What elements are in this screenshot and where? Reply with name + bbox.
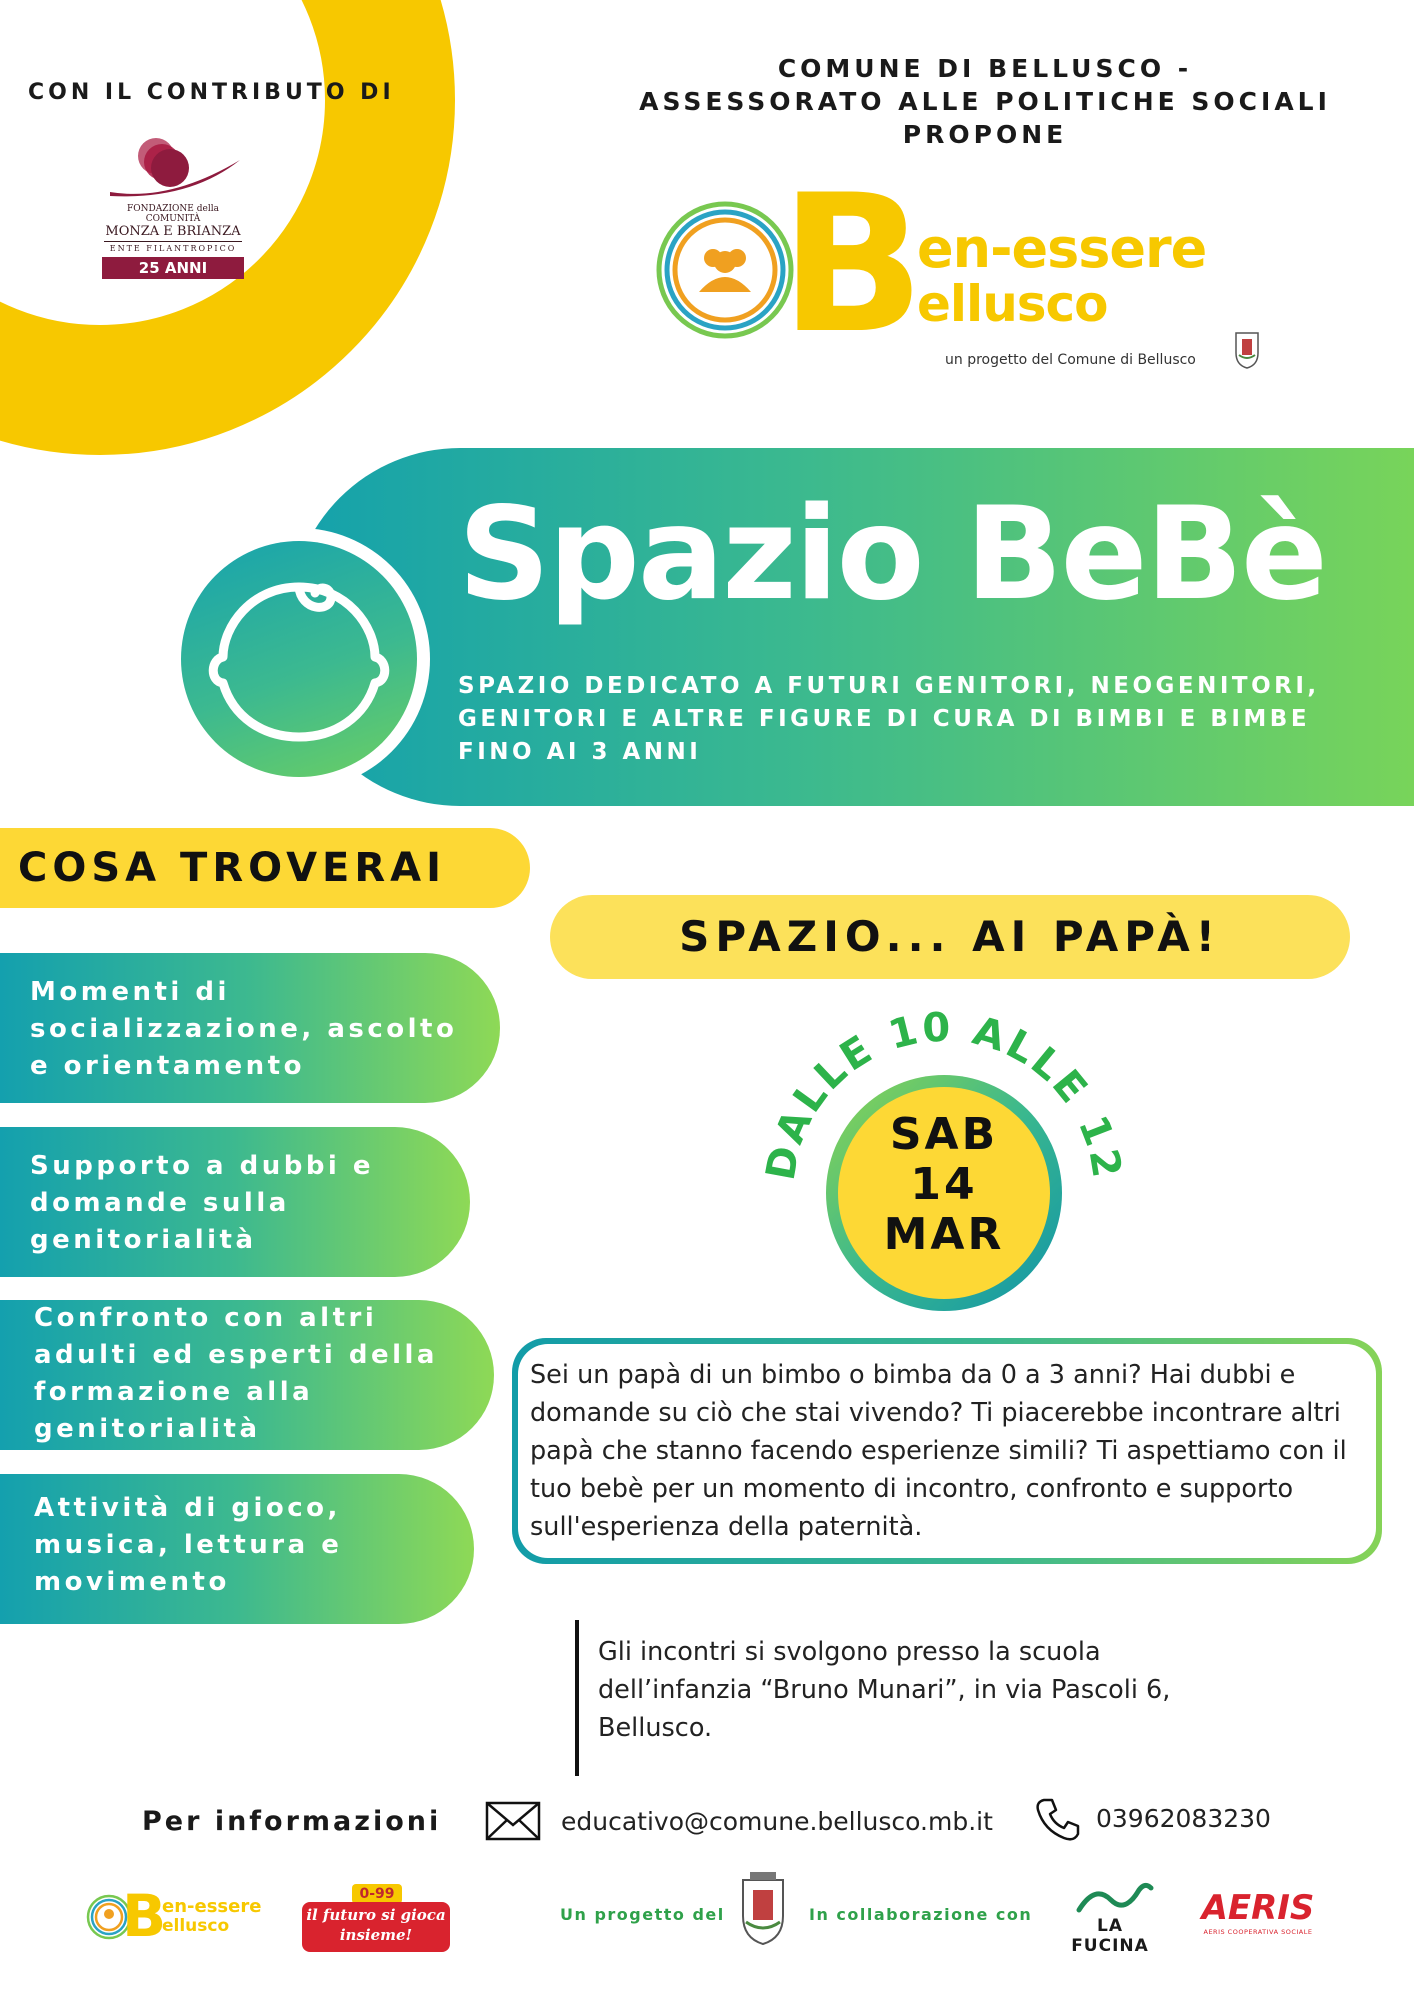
date-badge — [838, 1087, 1050, 1299]
fondazione-line2: MONZA E BRIANZA — [105, 224, 241, 239]
feature-pill-4 — [0, 1474, 474, 1624]
fondazione-line1: FONDAZIONE della COMUNITÀ — [127, 204, 219, 224]
fondazione-badge: 25 ANNI — [102, 257, 244, 279]
footer-benessere-logo — [86, 1882, 266, 1950]
hero-subtitle: SPAZIO DEDICATO A FUTURI GENITORI, NEOGENITORI, GENITORI E ALTRE FIGURE DI CURA DI BIMBI E BIMBE FINO AI 3 ANNI — [458, 673, 1320, 765]
organizer-heading — [560, 52, 1410, 151]
footer-logo-word1: en-essere — [162, 1896, 262, 1917]
feature-pill-3 — [0, 1300, 494, 1450]
futuro-age: 0-99 — [352, 1884, 402, 1904]
feature-text-4: Attività di gioco, musica, lettura e movimento — [34, 1493, 343, 1597]
envelope-icon — [485, 1801, 541, 1841]
footer-logo-word2: ellusco — [162, 1916, 230, 1936]
event-venue: Gli incontri si svolgono presso la scuola dell’infanzia “Bruno Munari”, in via Pascoli 6, Bellusco. — [598, 1637, 1171, 1743]
collab-label: In collaborazione con — [809, 1905, 1033, 1924]
aeris-label: AERIS — [1201, 1888, 1315, 1928]
benessere-logo — [655, 154, 1275, 380]
event-title-banner — [550, 895, 1350, 979]
baby-face-icon — [181, 541, 417, 777]
cosa-troverai-label: COSA TROVERAI — [18, 845, 446, 891]
futuro-logo — [302, 1884, 450, 1952]
phone-link[interactable]: 03962083230 — [1096, 1804, 1271, 1833]
info-label: Per informazioni — [142, 1806, 442, 1837]
date-number: 14 — [910, 1159, 978, 1210]
event-title: SPAZIO... AI PAPÀ! — [679, 912, 1221, 961]
fondazione-logo — [100, 122, 246, 282]
venue-divider — [575, 1620, 579, 1776]
fondazione-line3: ENTE FILANTROPICO — [109, 244, 237, 253]
feature-pill-1 — [0, 953, 500, 1103]
organizer-line1: COMUNE DI BELLUSCO - — [777, 54, 1193, 83]
community-rings-icon — [655, 200, 795, 340]
fucina-wave-icon — [1075, 1880, 1155, 1916]
la-fucina-logo — [1055, 1880, 1165, 1956]
organizer-line3: PROPONE — [902, 120, 1068, 149]
event-description: Sei un papà di un bimbo o bimba da 0 a 3 anni? Hai dubbi e domande su ciò che stai vivendo? Ti piacerebbe incontrare altri papà che stanno facendo esperienze simili? Ti aspettiamo con il tuo bebè per un momento di incontro, confronto e supporto sull'esperienza della paternità. — [530, 1360, 1347, 1542]
hero-title: Spazio BeBè — [458, 480, 1326, 629]
date-month: MAR — [883, 1209, 1005, 1260]
date-day: SAB — [889, 1109, 999, 1160]
event-time: DALLE 10 ALLE 12 — [757, 1004, 1131, 1184]
aeris-sub: AERIS COOPERATIVA SOCIALE — [1203, 1928, 1313, 1936]
futuro-line2: insieme! — [339, 1926, 413, 1944]
organizer-line2: ASSESSORATO ALLE POLITICHE SOCIALI — [639, 87, 1331, 116]
feature-text-1: Momenti di socializzazione, ascolto e orientamento — [30, 977, 458, 1081]
fucina-label: LA FUCINA — [1071, 1916, 1149, 1956]
comune-crest-footer-icon — [738, 1868, 788, 1946]
futuro-line1: il futuro si gioca — [306, 1906, 446, 1924]
cosa-troverai-heading — [0, 828, 530, 908]
logo-word1: en-essere — [917, 217, 1207, 280]
logo-word2: ellusco — [917, 275, 1108, 333]
feature-text-2: Supporto a dubbi e domande sulla genitorialità — [30, 1151, 375, 1255]
contributo-label: CON IL CONTRIBUTO DI — [28, 80, 395, 105]
email-link[interactable]: educativo@comune.bellusco.mb.it — [561, 1807, 993, 1836]
progetto-label: Un progetto del — [560, 1905, 725, 1924]
fondazione-symbol-icon — [100, 122, 246, 202]
logo-tagline: un progetto del Comune di Bellusco — [945, 352, 1196, 368]
logo-big-b: B — [780, 154, 925, 375]
comune-crest-icon — [1233, 325, 1261, 369]
feature-pill-2 — [0, 1127, 470, 1277]
footer-logo-b: B — [122, 1882, 167, 1950]
feature-text-3: Confronto con altri adulti ed esperti della formazione alla genitorialità — [34, 1303, 438, 1444]
phone-icon — [1034, 1796, 1082, 1844]
aeris-logo — [1196, 1888, 1320, 1938]
